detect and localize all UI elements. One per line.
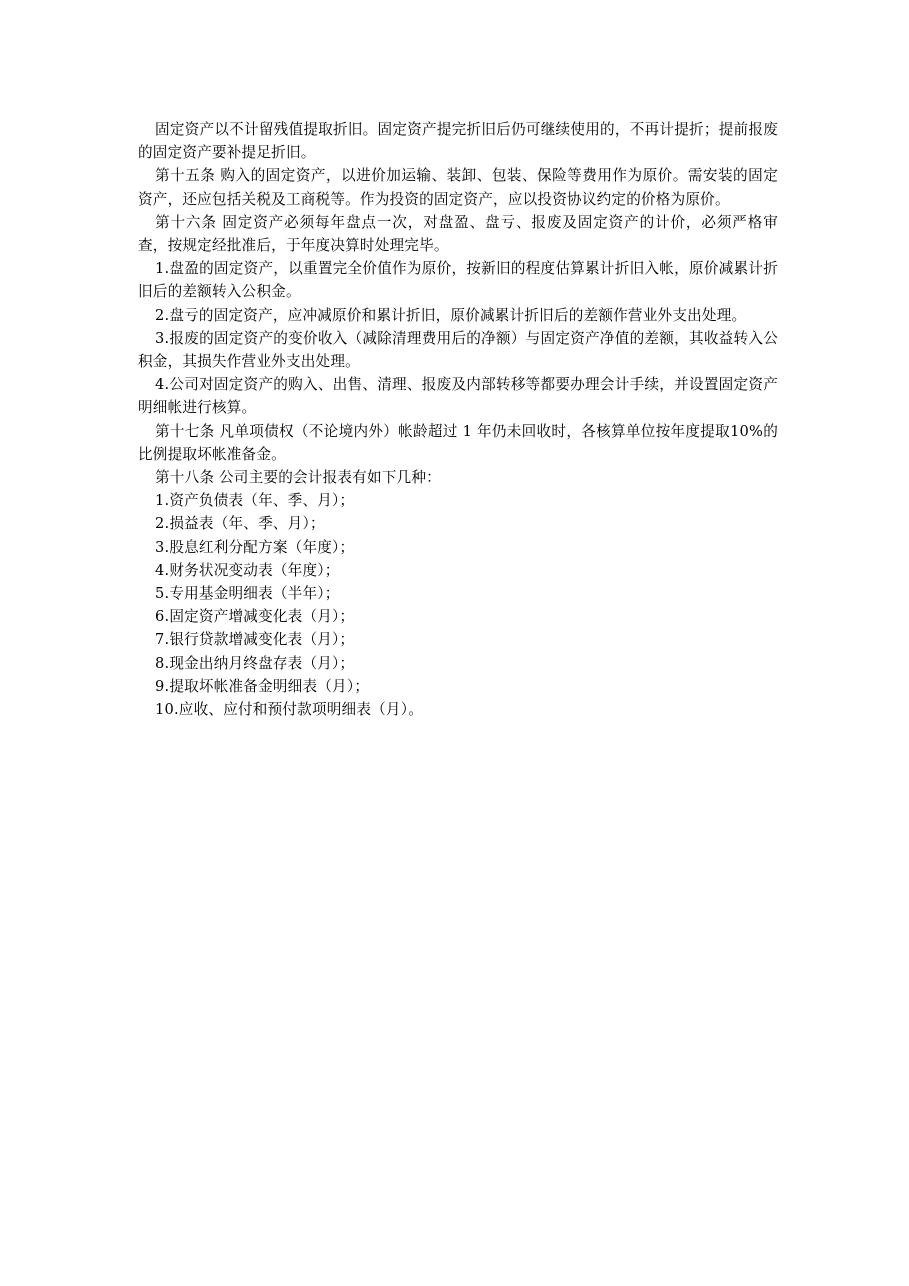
report-list-item: 7.银行贷款增减变化表（月）；: [155, 631, 355, 649]
report-list-item: 3.股息红利分配方案（年度）；: [155, 538, 355, 556]
paragraph-depreciation-rule: 固定资产以不计留残值提取折旧。固定资产提完折旧后仍可继续使用的，不再计提折；提前报废的固定资产要补提足折旧。: [138, 121, 778, 162]
report-list-item: 9.提取坏帐准备金明细表（月）；: [155, 677, 370, 695]
report-list-item: 5.专用基金明细表（半年）；: [155, 585, 340, 603]
paragraph-article-16-item-2: 2.盘亏的固定资产，应冲减原价和累计折旧，原价减累计折旧后的差额作营业外支出处理。: [155, 306, 747, 324]
paragraph-article-15: 第十五条 购入的固定资产，以进价加运输、装卸、包装、保险等费用作为原价。需安装的固定资产，还应包括关税及工商税等。作为投资的固定资产，应以投资协议约定的价格为原价。: [138, 167, 778, 208]
report-list-item: 4.财务状况变动表（年度）；: [155, 561, 340, 579]
paragraph-article-16-item-4: 4.公司对固定资产的购入、出售、清理、报废及内部转移等都要办理会计手续，并设置固定资产明细帐进行核算。: [138, 376, 778, 417]
document-body: [138, 118, 778, 721]
report-list-item: 10.应收、应付和预付款项明细表（月）。: [155, 701, 424, 719]
paragraph-article-17: 第十七条 凡单项债权（不论境内外）帐龄超过 1 年仍未回收时，各核算单位按年度提取10%的比例提取坏帐准备金。: [138, 422, 778, 463]
report-list-item: 1.资产负债表（年、季、月）；: [155, 492, 355, 510]
report-list-item: 2.损益表（年、季、月）；: [155, 515, 325, 533]
paragraph-article-16: 第十六条 固定资产必须每年盘点一次，对盘盈、盘亏、报废及固定资产的计价，必须严格审查，按规定经批准后，于年度决算时处理完毕。: [138, 213, 778, 255]
report-list-item: 8.现金出纳月终盘存表（月）；: [155, 654, 355, 672]
paragraph-article-16-item-1: 1.盘盈的固定资产，以重置完全价值作为原价，按新旧的程度估算累计折旧入帐，原价减累计折旧后的差额转入公积金。: [138, 260, 778, 301]
paragraph-article-16-item-3: 3.报废的固定资产的变价收入（减除清理费用后的净额）与固定资产净值的差额，其收益转入公积金，其损失作营业外支出处理。: [138, 329, 778, 371]
paragraph-article-18: 第十八条 公司主要的会计报表有如下几种：: [155, 469, 441, 487]
report-list-item: 6.固定资产增减变化表（月）；: [155, 608, 355, 626]
